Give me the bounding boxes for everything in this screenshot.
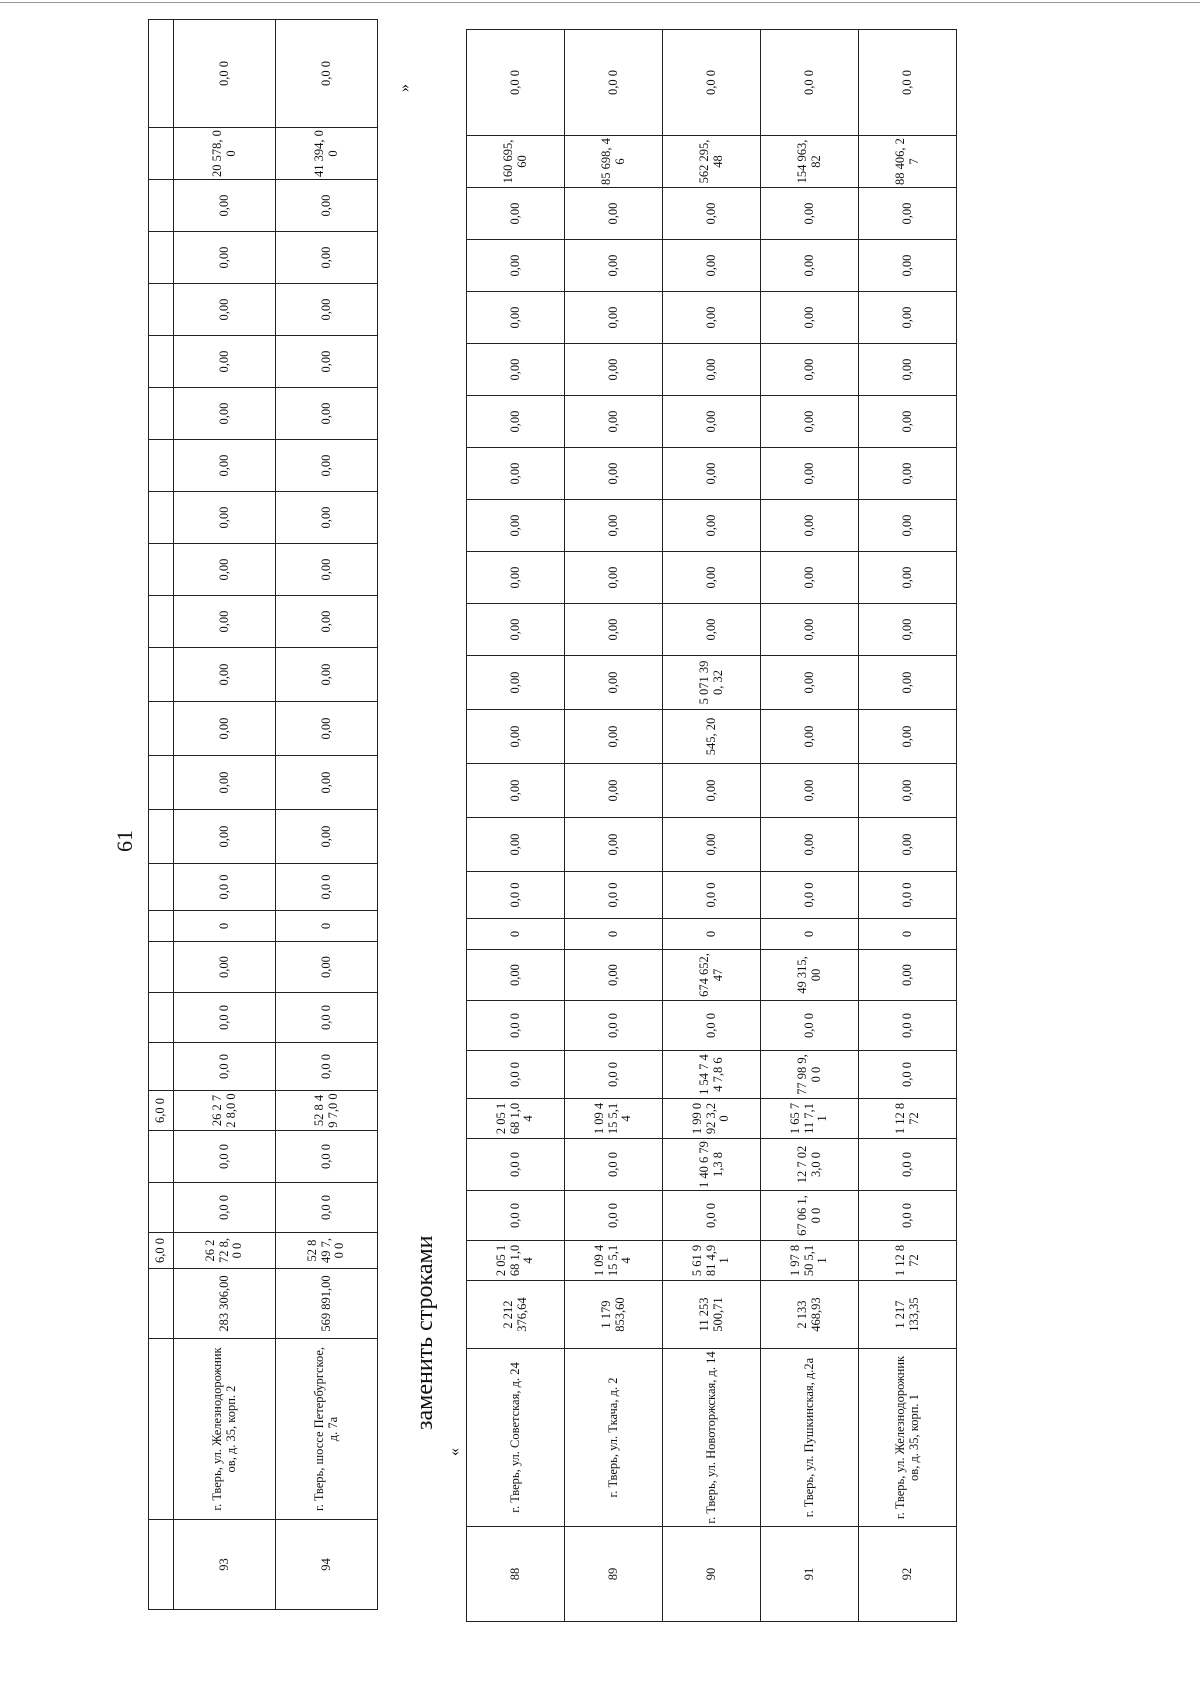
value-cell: 0,00: [859, 950, 957, 1001]
value-cell: 0,0 0: [565, 1001, 663, 1051]
value-cell: 569 891,00: [276, 1269, 378, 1339]
value-cell: 0,00: [174, 180, 276, 232]
header-cell: [149, 1183, 174, 1233]
header-cell: [149, 864, 174, 911]
header-cell: [149, 596, 174, 648]
value-cell: 41 394, 00: [276, 128, 378, 180]
value-cell: 0,00: [174, 388, 276, 440]
value-cell: 0,00: [174, 544, 276, 596]
value-cell: 0,00: [467, 950, 565, 1001]
value-cell: 0,00: [174, 440, 276, 492]
row-number-cell: 92: [859, 1527, 957, 1622]
header-cell: 6,0 0: [149, 1091, 174, 1131]
value-cell: 0,0 0: [859, 30, 957, 136]
value-cell: 0,0 0: [761, 1001, 859, 1051]
header-cell: [149, 1043, 174, 1091]
value-cell: 0,00: [276, 336, 378, 388]
value-cell: 0,00: [276, 492, 378, 544]
value-cell: 5 61 9 81 4,9 1: [663, 1241, 761, 1281]
value-cell: 0,0 0: [467, 1191, 565, 1241]
table-row: [276, 20, 378, 1610]
table-upper-body: [174, 20, 378, 1610]
address-cell: г. Тверь, ул. Ткача, д. 2: [565, 1349, 663, 1527]
value-cell: 0,0 0: [663, 30, 761, 136]
value-cell: 0: [565, 919, 663, 950]
value-cell: 0,00: [565, 500, 663, 552]
table-lower-body: [467, 30, 957, 1622]
value-cell: 0,00: [467, 292, 565, 344]
header-cell: [149, 20, 174, 128]
table-header-row: [149, 20, 174, 1610]
value-cell: 0,00: [174, 336, 276, 388]
table-bottom-wrapper: [466, 29, 957, 1622]
row-number-cell: 94: [276, 1520, 378, 1610]
value-cell: 0,00: [859, 710, 957, 764]
value-cell: 52 8 49 7,0 0: [276, 1091, 378, 1131]
value-cell: 0,00: [467, 500, 565, 552]
value-cell: 0,00: [467, 604, 565, 656]
value-cell: 0,0 0: [565, 1051, 663, 1099]
row-number-cell: 91: [761, 1527, 859, 1622]
value-cell: 2 05 1 68 1,0 4: [467, 1241, 565, 1281]
value-cell: 0,00: [859, 292, 957, 344]
value-cell: 1 09 4 15 5,1 4: [565, 1241, 663, 1281]
header-cell: [149, 942, 174, 993]
value-cell: 0,00: [761, 552, 859, 604]
value-cell: 0: [174, 911, 276, 942]
closing-quote: »: [396, 84, 413, 92]
value-cell: 0,00: [663, 292, 761, 344]
value-cell: 0,00: [859, 764, 957, 818]
row-number-cell: 90: [663, 1527, 761, 1622]
value-cell: 0,00: [761, 344, 859, 396]
value-cell: 0,00: [276, 810, 378, 864]
value-cell: 26 2 72 8,0 0: [174, 1233, 276, 1269]
opening-quote: «: [446, 1448, 463, 1456]
value-cell: 0,0 0: [467, 30, 565, 136]
value-cell: 0,00: [565, 552, 663, 604]
value-cell: 0,00: [276, 284, 378, 336]
value-cell: 674 652, 47: [663, 950, 761, 1001]
value-cell: 0,0 0: [467, 1001, 565, 1051]
value-cell: 0,00: [276, 180, 378, 232]
value-cell: 283 306,00: [174, 1269, 276, 1339]
value-cell: 0,00: [663, 396, 761, 448]
value-cell: 0,0 0: [663, 1191, 761, 1241]
value-cell: 0,00: [276, 440, 378, 492]
value-cell: 0,0 0: [565, 872, 663, 919]
data-table-lower: [466, 29, 957, 1622]
value-cell: 1 179 853,60: [565, 1281, 663, 1349]
value-cell: 0: [276, 911, 378, 942]
value-cell: 0,00: [663, 818, 761, 872]
value-cell: 0,0 0: [663, 872, 761, 919]
value-cell: 0,00: [276, 756, 378, 810]
value-cell: 0,00: [859, 604, 957, 656]
value-cell: 0,00: [467, 396, 565, 448]
value-cell: 88 406, 27: [859, 136, 957, 188]
value-cell: 1 40 6 79 1,3 8: [663, 1139, 761, 1191]
value-cell: 0,00: [663, 240, 761, 292]
value-cell: 0,00: [467, 552, 565, 604]
table-row: [663, 30, 761, 1622]
value-cell: 0,00: [663, 344, 761, 396]
value-cell: 0,0 0: [859, 1139, 957, 1191]
value-cell: 0,00: [761, 500, 859, 552]
value-cell: 0,00: [761, 604, 859, 656]
value-cell: 0,00: [565, 448, 663, 500]
value-cell: 0,00: [761, 710, 859, 764]
value-cell: 0,00: [859, 240, 957, 292]
row-number-cell: 88: [467, 1527, 565, 1622]
header-cell: 6,0 0: [149, 1233, 174, 1269]
scan-top-edge: [0, 2, 1200, 3]
value-cell: 0,00: [467, 818, 565, 872]
value-cell: 0,00: [174, 942, 276, 993]
value-cell: 0,0 0: [663, 1001, 761, 1051]
value-cell: 0,00: [174, 284, 276, 336]
value-cell: 1 217 133,35: [859, 1281, 957, 1349]
table-row: [174, 20, 276, 1610]
value-cell: 0,00: [663, 500, 761, 552]
address-cell: г. Тверь, шоссе Петербургское, д. 7а: [276, 1339, 378, 1520]
value-cell: 0,0 0: [467, 1139, 565, 1191]
value-cell: 0,00: [663, 764, 761, 818]
header-cell: [149, 1269, 174, 1339]
value-cell: 1 12 8 72: [859, 1099, 957, 1139]
value-cell: 0,0 0: [859, 1191, 957, 1241]
value-cell: 0,00: [761, 396, 859, 448]
value-cell: 0,00: [859, 188, 957, 240]
header-cell: [149, 232, 174, 284]
value-cell: 0,00: [467, 240, 565, 292]
value-cell: 0,00: [565, 656, 663, 710]
value-cell: 0,00: [565, 396, 663, 448]
value-cell: 0,00: [761, 818, 859, 872]
value-cell: 0,00: [467, 448, 565, 500]
header-cell: [149, 810, 174, 864]
value-cell: 1 65 7 11 7,1 1: [761, 1099, 859, 1139]
table-row: [467, 30, 565, 1622]
value-cell: 0,00: [467, 656, 565, 710]
value-cell: 0,0 0: [859, 1051, 957, 1099]
header-cell: [149, 544, 174, 596]
header-cell: [149, 1520, 174, 1610]
value-cell: 0,00: [859, 344, 957, 396]
value-cell: 0,0 0: [276, 864, 378, 911]
table-top-wrapper: [148, 19, 378, 1610]
value-cell: 0,00: [174, 702, 276, 756]
value-cell: 562 295, 48: [663, 136, 761, 188]
value-cell: 0,0 0: [174, 1183, 276, 1233]
header-cell: [149, 702, 174, 756]
address-cell: г. Тверь, ул. Советская, д. 24: [467, 1349, 565, 1527]
value-cell: 2 212 376,64: [467, 1281, 565, 1349]
value-cell: 0,00: [467, 764, 565, 818]
value-cell: 154 963, 82: [761, 136, 859, 188]
value-cell: 0,00: [174, 596, 276, 648]
value-cell: 0,00: [174, 648, 276, 702]
value-cell: 0,00: [859, 818, 957, 872]
value-cell: 0,0 0: [565, 30, 663, 136]
value-cell: 52 8 49 7,0 0: [276, 1233, 378, 1269]
value-cell: 0,00: [565, 344, 663, 396]
value-cell: 0,00: [276, 702, 378, 756]
value-cell: 0,00: [565, 710, 663, 764]
value-cell: 0,0 0: [859, 1001, 957, 1051]
value-cell: 0,00: [565, 240, 663, 292]
table-row: [565, 30, 663, 1622]
value-cell: 0,0 0: [467, 1051, 565, 1099]
address-cell: г. Тверь, ул. Новоторжская, д. 14: [663, 1349, 761, 1527]
value-cell: 0,00: [467, 188, 565, 240]
value-cell: 20 578, 00: [174, 128, 276, 180]
value-cell: 0,00: [565, 292, 663, 344]
value-cell: 77 98 9,0 0: [761, 1051, 859, 1099]
header-cell: [149, 756, 174, 810]
row-number-cell: 93: [174, 1520, 276, 1610]
value-cell: 5 071 390, 32: [663, 656, 761, 710]
value-cell: 0,0 0: [174, 993, 276, 1043]
value-cell: 0,0 0: [174, 864, 276, 911]
data-table-upper: [148, 19, 378, 1610]
value-cell: 0,0 0: [859, 872, 957, 919]
value-cell: 0,00: [663, 448, 761, 500]
value-cell: 1 54 7 44 7,8 6: [663, 1051, 761, 1099]
value-cell: 11 253 500,71: [663, 1281, 761, 1349]
value-cell: 0,0 0: [174, 1131, 276, 1183]
header-cell: [149, 336, 174, 388]
value-cell: 0,00: [761, 292, 859, 344]
header-cell: [149, 492, 174, 544]
value-cell: 1 99 0 92 3,2 0: [663, 1099, 761, 1139]
value-cell: 0,0 0: [276, 1131, 378, 1183]
table-row: [859, 30, 957, 1622]
value-cell: 2 05 1 68 1,0 4: [467, 1099, 565, 1139]
value-cell: 0: [859, 919, 957, 950]
value-cell: 1 97 8 50 5,1 1: [761, 1241, 859, 1281]
value-cell: 0: [761, 919, 859, 950]
value-cell: 0,00: [276, 648, 378, 702]
value-cell: 0,00: [859, 448, 957, 500]
value-cell: 0,00: [859, 656, 957, 710]
value-cell: 0,00: [761, 240, 859, 292]
value-cell: 0,00: [565, 950, 663, 1001]
value-cell: 0,00: [276, 544, 378, 596]
value-cell: 0,00: [276, 388, 378, 440]
value-cell: 0,0 0: [761, 872, 859, 919]
header-cell: [149, 180, 174, 232]
value-cell: 0,0 0: [276, 1043, 378, 1091]
value-cell: 0,00: [276, 232, 378, 284]
value-cell: 0,00: [859, 552, 957, 604]
value-cell: 0,0 0: [276, 1183, 378, 1233]
value-cell: 49 315, 00: [761, 950, 859, 1001]
value-cell: 0,0 0: [174, 1043, 276, 1091]
header-cell: [149, 440, 174, 492]
value-cell: 0,00: [467, 344, 565, 396]
value-cell: 545, 20: [663, 710, 761, 764]
value-cell: 0,00: [565, 188, 663, 240]
value-cell: 0,0 0: [174, 20, 276, 128]
value-cell: 1 09 4 15 5,1 4: [565, 1099, 663, 1139]
address-cell: г. Тверь, ул. Железнодорожник ов, д. 35, корп. 1: [859, 1349, 957, 1527]
value-cell: 0,00: [761, 764, 859, 818]
value-cell: 0,0 0: [565, 1139, 663, 1191]
value-cell: 0,00: [663, 604, 761, 656]
header-cell: [149, 911, 174, 942]
value-cell: 0,00: [663, 552, 761, 604]
replace-caption: заменить строками: [412, 1235, 438, 1430]
value-cell: 0,0 0: [276, 20, 378, 128]
value-cell: 26 2 72 8,0 0: [174, 1091, 276, 1131]
row-number-cell: 89: [565, 1527, 663, 1622]
value-cell: 0,00: [859, 500, 957, 552]
value-cell: 0,0 0: [565, 1191, 663, 1241]
value-cell: 160 695, 60: [467, 136, 565, 188]
header-cell: [149, 993, 174, 1043]
value-cell: 85 698, 46: [565, 136, 663, 188]
value-cell: 0: [663, 919, 761, 950]
header-cell: [149, 128, 174, 180]
table-row: [761, 30, 859, 1622]
header-cell: [149, 1339, 174, 1520]
value-cell: 0,00: [174, 810, 276, 864]
value-cell: 0,00: [174, 232, 276, 284]
header-cell: [149, 284, 174, 336]
value-cell: 1 12 8 72: [859, 1241, 957, 1281]
value-cell: 0,00: [276, 942, 378, 993]
address-cell: г. Тверь, ул. Железнодорожник ов, д. 35, корп. 2: [174, 1339, 276, 1520]
header-cell: [149, 388, 174, 440]
value-cell: 0,00: [761, 448, 859, 500]
value-cell: 0,0 0: [276, 993, 378, 1043]
value-cell: 0,00: [565, 818, 663, 872]
value-cell: 0,00: [174, 492, 276, 544]
value-cell: 0,00: [663, 188, 761, 240]
value-cell: 0,00: [565, 764, 663, 818]
value-cell: 0: [467, 919, 565, 950]
address-cell: г. Тверь, ул. Пушкинская, д.2а: [761, 1349, 859, 1527]
value-cell: 0,00: [565, 604, 663, 656]
value-cell: 12 7 02 3,0 0: [761, 1139, 859, 1191]
header-cell: [149, 1131, 174, 1183]
value-cell: 0,0 0: [467, 872, 565, 919]
header-cell: [149, 648, 174, 702]
value-cell: 0,00: [859, 396, 957, 448]
value-cell: 0,00: [761, 188, 859, 240]
value-cell: 0,00: [174, 756, 276, 810]
value-cell: 0,00: [276, 596, 378, 648]
value-cell: 0,00: [467, 710, 565, 764]
value-cell: 67 06 1,0 0: [761, 1191, 859, 1241]
value-cell: 0,0 0: [761, 30, 859, 136]
page-number: 61: [112, 830, 137, 852]
value-cell: 0,00: [761, 656, 859, 710]
value-cell: 2 133 468,93: [761, 1281, 859, 1349]
